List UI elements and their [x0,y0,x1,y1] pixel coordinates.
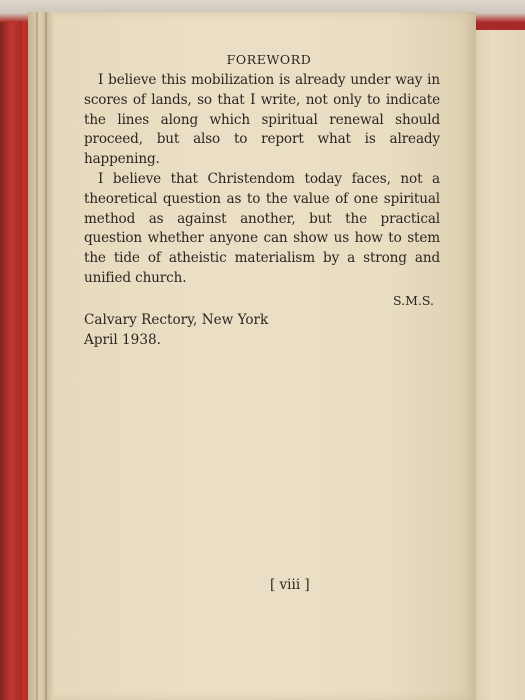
page-gutter [28,12,54,700]
page-heading: FOREWORD [226,52,312,67]
foreword-text-block [84,52,440,350]
facing-page-edge [470,30,525,700]
paragraph-1: I believe this mobilization is already under way in scores of lands, so that I write, not only to indicate the lines along which spiritual renewal should proceed, but also to report what is already happening. [84,72,440,168]
place-line: Calvary Rectory, New York [84,311,269,328]
book-cover-spine-edge [0,0,22,700]
paragraph-2: I believe that Christendom today faces, not a theoretical question as to the value of one spiritual method as against another, but the practical question whether anyone can show us how to stem the tide of atheistic materialism by a strong and unified church. [84,170,440,286]
date-line: April 1938. [84,331,161,348]
gutter-crease [45,12,47,700]
page-number: [ viii ] [270,577,310,593]
author-initials: S.M.S. [393,292,434,308]
gutter-crease [36,12,38,700]
